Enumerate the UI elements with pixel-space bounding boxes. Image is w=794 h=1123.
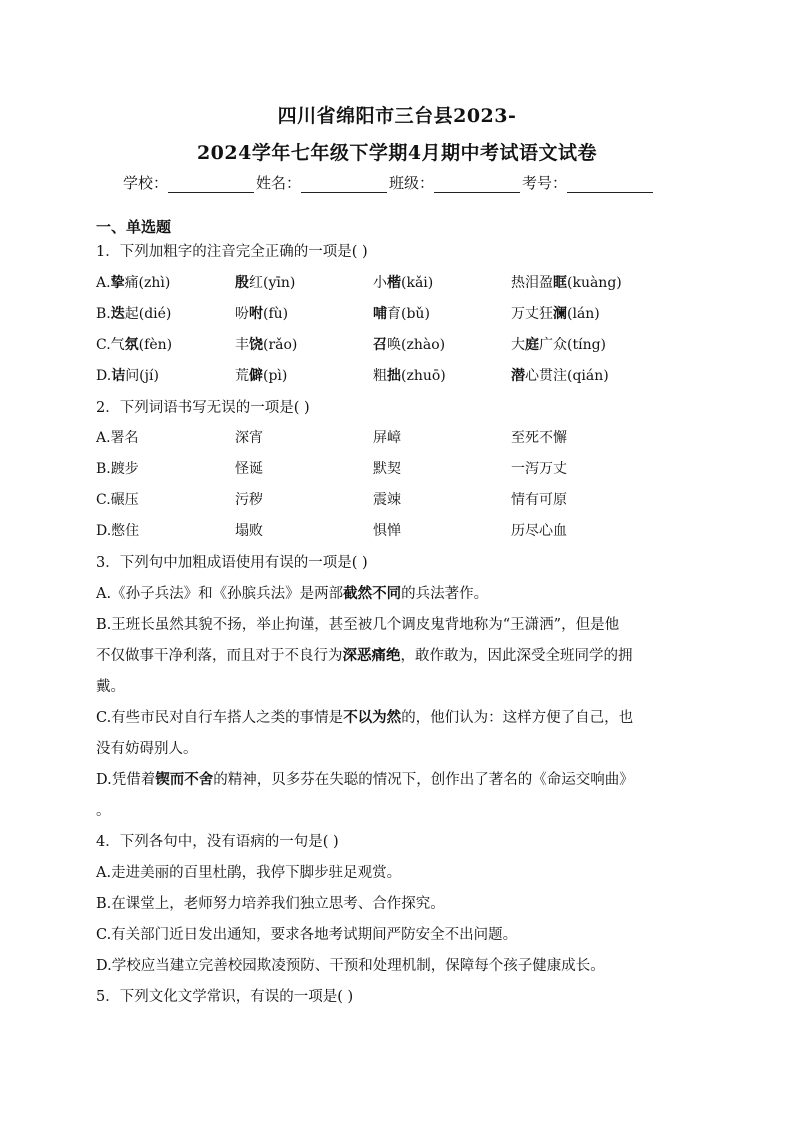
option-cell: 热泪盈眶(kuàng) [511, 275, 622, 291]
option-cell: A.署名 [96, 430, 139, 446]
question-4-option-b: B.在课堂上，老师努力培养我们独立思考、合作探究。 [96, 896, 445, 912]
option-cell: 惧惮 [373, 523, 401, 539]
question-3-option-c-line1: C.有些市民对自行车搭人之类的事情是不以为然的，他们认为：这样方便了自己，也 [96, 709, 634, 726]
question-3-option-b-line2: 不仅做事干净利落，而且对于不良行为深恶痛绝，敢作敢为，因此深受全班同学的拥 [96, 647, 633, 664]
question-4-option-d: D.学校应当建立完善校园欺凌预防、干预和处理机制，保障每个孩子健康成长。 [96, 958, 605, 974]
option-cell: 殷红(yīn) [235, 275, 296, 291]
option-cell: 哺育(bǔ) [373, 306, 430, 322]
exam-number-blank[interactable] [567, 177, 653, 193]
question-3-option-b-line3: 戴。 [96, 679, 125, 695]
question-4-option-a: A.走进美丽的百里杜鹃，我停下脚步驻足观赏。 [96, 865, 402, 881]
option-cell: 屏嶂 [373, 430, 401, 446]
name-label: 姓名： [256, 174, 302, 192]
question-5-stem: 5．下列文化文学常识，有误的一项是( ) [96, 989, 354, 1005]
question-4-option-c: C.有关部门近日发出通知，要求各地考试期间严防安全不出问题。 [96, 927, 518, 943]
option-cell: C.碾压 [96, 492, 139, 508]
question-3-option-d-line2: 。 [96, 803, 111, 819]
exam-title-line2: 2024学年七年级下学期4月期中考试语文试卷 [196, 142, 598, 164]
option-cell: 小楷(kǎi) [373, 275, 434, 291]
question-2-stem: 2．下列词语书写无误的一项是( ) [96, 400, 310, 416]
option-cell: 吩咐(fù) [235, 306, 289, 322]
option-cell: D.诘问(jí) [96, 368, 159, 384]
exam-title-line1: 四川省绵阳市三台县2023- [277, 105, 517, 127]
name-blank[interactable] [301, 177, 387, 193]
question-4-stem: 4．下列各句中，没有语病的一句是( ) [96, 834, 339, 850]
question-3-option-c-line2: 没有妨碍别人。 [96, 741, 198, 757]
option-cell: D.憋住 [96, 523, 140, 539]
class-blank[interactable] [434, 177, 520, 193]
exam-number-label: 考号： [522, 174, 568, 192]
option-cell: 粗拙(zhuō) [373, 368, 446, 384]
section-heading: 一、单选题 [96, 218, 172, 236]
option-cell: 默契 [373, 461, 401, 477]
option-cell: 怪诞 [235, 461, 263, 477]
question-3-option-a: A.《孙子兵法》和《孙膑兵法》是两部截然不同的兵法著作。 [96, 585, 489, 602]
option-cell: 污秽 [235, 492, 263, 508]
option-cell: B.迭起(dié) [96, 306, 172, 322]
question-3-stem: 3．下列句中加粗成语使用有误的一项是( ) [96, 555, 368, 571]
question-1-stem: 1．下列加粗字的注音完全正确的一项是( ) [96, 244, 368, 260]
class-label: 班级： [389, 174, 435, 192]
option-cell: C.气氛(fèn) [96, 337, 173, 353]
option-cell: 深宵 [235, 430, 263, 446]
student-info-fields [123, 172, 655, 193]
option-cell: 震竦 [373, 492, 401, 508]
option-cell: 至死不懈 [511, 430, 567, 446]
option-cell: B.踱步 [96, 461, 139, 477]
option-cell: 荒僻(pì) [235, 368, 288, 384]
option-cell: 历尽心血 [511, 523, 567, 539]
option-cell: 丰饶(rǎo) [235, 337, 298, 353]
school-blank[interactable] [168, 177, 254, 193]
school-label: 学校： [123, 174, 169, 192]
question-3-option-d-line1: D.凭借着锲而不舍的精神，贝多芬在失聪的情况下，创作出了著名的《命运交响曲》 [96, 771, 634, 788]
option-cell: 一泻万丈 [511, 461, 567, 477]
option-cell: 大庭广众(tíng) [511, 337, 607, 353]
option-cell: 情有可原 [511, 492, 567, 508]
option-cell: 召唤(zhào) [373, 337, 446, 353]
option-cell: 塌败 [235, 523, 263, 539]
option-cell: 潜心贯注(qián) [511, 368, 609, 384]
question-3-option-b-line1: B.王班长虽然其貌不扬，举止拘谨，甚至被几个调皮鬼背地称为“王潇洒”，但是他 [96, 617, 620, 633]
option-cell: 万丈狂澜(lán) [511, 306, 600, 322]
option-cell: A.挚痛(zhì) [96, 275, 171, 291]
